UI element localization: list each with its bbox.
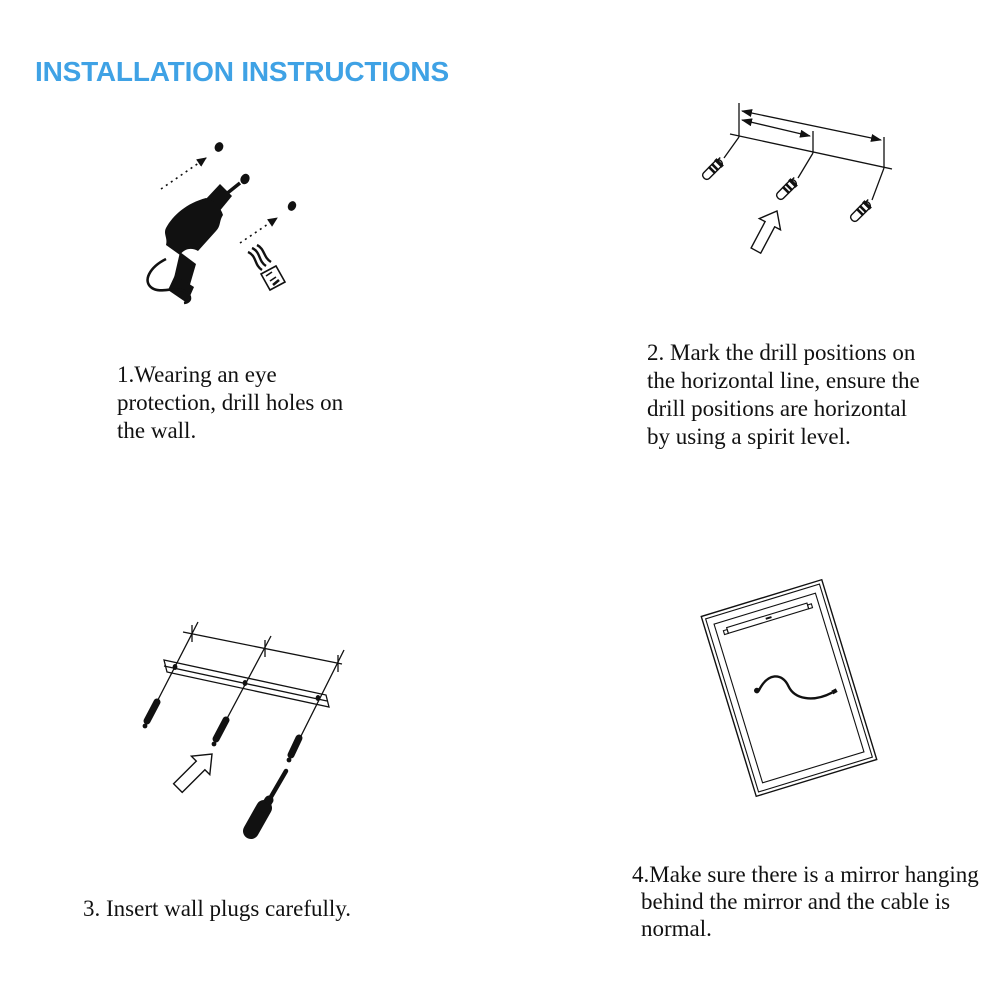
rail-hook: [808, 604, 813, 609]
power-cable: [756, 662, 833, 714]
rail-hole-dot: [243, 680, 248, 686]
cord-plug-icon: [248, 245, 285, 290]
plug-guide-line: [872, 168, 884, 200]
wall-plug-icon: [774, 176, 800, 202]
caption-line: 1.Wearing an eye: [117, 362, 277, 387]
step-3-caption: [83, 895, 351, 923]
rail-wall-plugs-screwdriver-diagram: [120, 608, 380, 853]
horizontal-line: [183, 632, 342, 664]
drill-hole-dot: [213, 141, 225, 154]
screw-icon: [291, 738, 299, 755]
caption-line: behind the mirror and the cable is: [641, 889, 951, 914]
screws-group: [143, 702, 299, 762]
drill-with-eye-protection-icon: [130, 118, 350, 338]
plug-guide-line: [724, 137, 739, 158]
dashed-arrow: [161, 158, 206, 189]
caption-line: drill positions are horizontal: [647, 396, 907, 421]
screw-icon: [216, 720, 226, 739]
step-1-caption: [117, 361, 343, 445]
caption-line: 2. Mark the drill positions on: [647, 340, 916, 365]
mirror-back-with-cable-diagram: [665, 550, 915, 850]
up-arrow-outline-icon: [751, 211, 780, 253]
caption-line: 4.Make sure there is a mirror hanging: [632, 862, 979, 887]
step-4-caption: [632, 861, 979, 942]
dashed-arrow: [240, 218, 277, 243]
screw-icon: [147, 702, 157, 721]
caption-line: protection, drill holes on: [117, 390, 344, 415]
wall-plug-icon: [700, 156, 726, 182]
caption-line: normal.: [641, 916, 712, 941]
step-2-caption: [647, 339, 920, 451]
rail-hole-dot: [316, 695, 321, 701]
horizontal-line: [730, 134, 892, 169]
caption-line: 3. Insert wall plugs carefully.: [83, 896, 352, 921]
page-title: INSTALLATION INSTRUCTIONS: [35, 56, 449, 87]
rail-hole-dot: [173, 664, 178, 670]
wall-plugs-dimension-diagram: [680, 90, 920, 290]
screwdriver-icon: [251, 771, 286, 831]
caption-line: the horizontal line, ensure the: [647, 368, 920, 393]
caption-line: the wall.: [117, 418, 197, 443]
caption-line: by using a spirit level.: [647, 424, 851, 449]
cable-connector-end: [832, 690, 837, 692]
wall-plug-icon: [848, 198, 874, 224]
plug-guide-line: [798, 153, 813, 178]
power-drill-glyph: [148, 183, 240, 303]
rail-hook: [723, 630, 728, 635]
rail-notch: [766, 617, 772, 619]
up-arrow-outline-icon: [174, 754, 212, 792]
drill-hole-dot: [286, 200, 298, 213]
